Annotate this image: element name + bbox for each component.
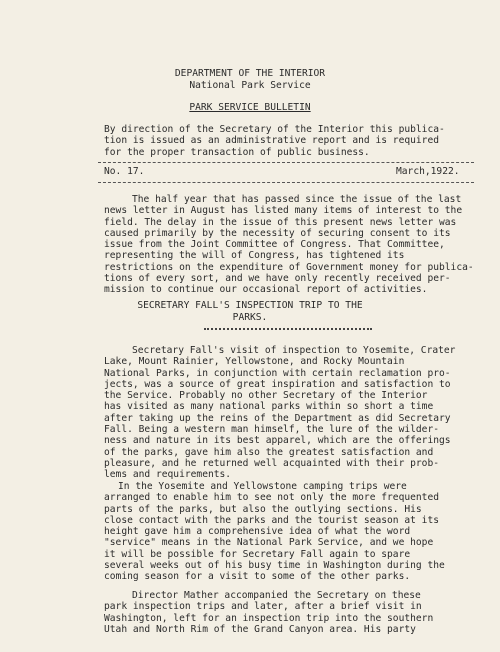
body-line: lems and requirements. <box>104 469 232 481</box>
section-title-line2: PARKS. <box>232 312 268 323</box>
authority-statement <box>104 124 484 158</box>
body-line: Director Mather accompanied the Secretary on these <box>132 590 421 601</box>
body-paragraph-1 <box>104 345 484 481</box>
body-line: Secretary Fall's visit of inspection to Yosemite, Crater <box>132 345 456 356</box>
body-line: jects, was a source of great inspiration and satisfaction to <box>104 378 451 390</box>
body-line: height gave him a comprehensive idea of what the word <box>104 526 411 538</box>
body-paragraph-2 <box>104 481 484 583</box>
body-line: Lake, Mount Rainier, Yellowstone, and Rocky Mountain <box>104 356 405 368</box>
body-line: park inspection trips and later, after a brief visit in <box>104 601 422 613</box>
intro-line: mission to continue our occasional report of activities. <box>104 284 428 296</box>
body-line: close contact with the parks and the tourist season at its <box>104 514 440 526</box>
body-line: of the parks, gave him also the greatest satisfaction and <box>104 446 434 458</box>
body-line: the Service. Probably no other Secretary of the Interior <box>104 390 428 402</box>
intro-line: caused primarily by the necessity of securing consent to its <box>104 227 451 239</box>
body-line: it will be possible for Secretary Fall again to spare <box>104 548 411 560</box>
body-line: Utah and North Rim of the Grand Canyon area. His party <box>104 623 416 635</box>
intro-line: representing the will of Congress, has tightened its <box>104 250 405 262</box>
intro-paragraph <box>104 194 484 296</box>
header-rule-bottom <box>98 182 474 183</box>
department-heading: DEPARTMENT OF THE INTERIOR <box>174 68 326 79</box>
body-line: pleasure, and he returned well acquainted with their prob- <box>104 457 440 469</box>
body-line: "service" means in the National Park Service, and we hope <box>104 537 434 549</box>
bulletin-title: PARK SERVICE BULLETIN <box>189 102 311 113</box>
issue-date: March,1922. <box>396 166 460 177</box>
body-line: Washington, left for an inspection trip into the southern <box>104 612 434 624</box>
body-line: parts of the parks, but also the outlying sections. His <box>104 503 422 515</box>
authority-line: for the proper transaction of public business. <box>104 146 370 158</box>
body-line: has visited as many national parks within so short a time <box>104 401 434 413</box>
intro-line: news letter in August has listed many items of interest to the <box>104 205 463 217</box>
header-rule-top <box>98 162 474 163</box>
section-title-line1: SECRETARY FALL'S INSPECTION TRIP TO THE <box>137 300 363 311</box>
body-line: In the Yosemite and Yellowstone camping trips were <box>118 481 407 492</box>
intro-line: field. The delay in the issue of this present news letter was <box>104 216 457 228</box>
body-line: after taking up the reins of the Department as did Secretary <box>104 412 451 424</box>
intro-line: tions of every sort, and we have only recently received per- <box>104 273 451 285</box>
service-heading: National Park Service <box>189 80 311 91</box>
authority-line: By direction of the Secretary of the Interior this publica- <box>104 124 445 135</box>
body-line: coming season for a visit to some of the other parks. <box>104 571 411 583</box>
section-title-rule <box>204 328 372 330</box>
intro-line: restrictions on the expenditure of Government money for publica- <box>104 261 474 273</box>
issue-number: No. 17. <box>104 166 145 177</box>
body-line: National Parks, in conjunction with certain reclamation pro- <box>104 367 451 379</box>
body-paragraph-3 <box>104 590 484 635</box>
body-line: Fall. Being a western man himself, the lure of the wilder- <box>104 424 440 436</box>
body-line: ness and nature in its best apparel, which are the offerings <box>104 435 451 447</box>
intro-line: The half year that has passed since the issue of the last <box>132 194 462 205</box>
intro-line: issue from the Joint Committee of Congress. That Committee, <box>104 239 445 251</box>
body-line: arranged to enable him to see not only the more frequented <box>104 492 440 504</box>
body-line: several weeks out of his busy time in Washington during the <box>104 560 445 572</box>
authority-line: tion is issued as an administrative report and is required <box>104 135 440 147</box>
